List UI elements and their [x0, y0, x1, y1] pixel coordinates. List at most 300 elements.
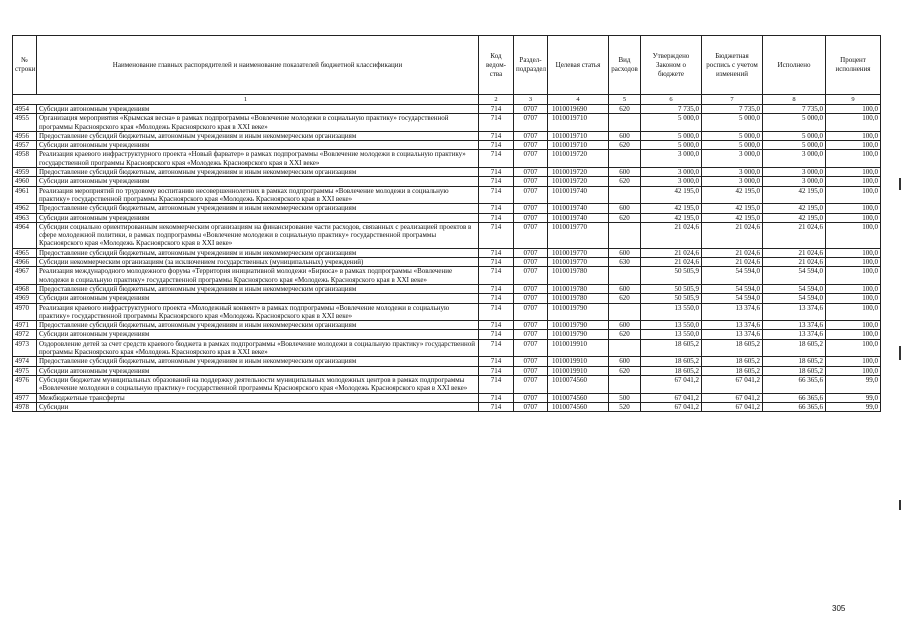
- percent-cell: 100,0: [826, 131, 881, 140]
- row-number-cell: 4957: [13, 141, 37, 150]
- schedule-amount-cell: 7 735,0: [702, 105, 763, 114]
- target-article-cell: 1010019780: [548, 294, 609, 303]
- section-cell: 0707: [514, 248, 548, 257]
- expense-kind-cell: 620: [609, 366, 641, 375]
- executed-amount-cell: 21 024,6: [763, 222, 826, 248]
- schedule-amount-cell: 42 195,0: [702, 204, 763, 213]
- indicator-name-cell: Субсидии автономным учреждениям: [37, 177, 479, 186]
- approved-amount-cell: 21 024,6: [641, 258, 702, 267]
- table-row: [13, 114, 881, 132]
- row-number-cell: 4960: [13, 177, 37, 186]
- schedule-amount-cell: 54 594,0: [702, 284, 763, 293]
- row-number-cell: 4976: [13, 375, 37, 393]
- schedule-amount-cell: 42 195,0: [702, 213, 763, 222]
- target-article-cell: 1010019910: [548, 366, 609, 375]
- indicator-name-cell: Субсидии некоммерческим организациям (за исключением государственных (муниципальных) учреждений): [37, 258, 479, 267]
- header-target-article: Целевая статья: [548, 36, 609, 95]
- section-cell: 0707: [514, 168, 548, 177]
- schedule-amount-cell: 3 000,0: [702, 150, 763, 168]
- table-row: [13, 366, 881, 375]
- department-code-cell: 714: [479, 267, 514, 285]
- schedule-amount-cell: 67 041,2: [702, 402, 763, 411]
- row-number-cell: 4977: [13, 393, 37, 402]
- header-executed: Исполнено: [763, 36, 826, 95]
- expense-kind-cell: [609, 375, 641, 393]
- indicator-name-cell: Субсидии автономным учреждениям: [37, 330, 479, 339]
- department-code-cell: 714: [479, 150, 514, 168]
- expense-kind-cell: 600: [609, 321, 641, 330]
- approved-amount-cell: 3 000,0: [641, 150, 702, 168]
- section-cell: 0707: [514, 105, 548, 114]
- table-row: [13, 204, 881, 213]
- schedule-amount-cell: 13 374,6: [702, 321, 763, 330]
- column-number: 4: [548, 95, 609, 105]
- schedule-amount-cell: 18 605,2: [702, 366, 763, 375]
- row-number-cell: 4973: [13, 339, 37, 357]
- schedule-amount-cell: 67 041,2: [702, 393, 763, 402]
- target-article-cell: 1010074560: [548, 402, 609, 411]
- department-code-cell: 714: [479, 131, 514, 140]
- header-name: Наименование главных распорядителей и наименование показателей бюджетной классификации: [37, 36, 479, 95]
- indicator-name-cell: Субсидии бюджетам муниципальных образований на поддержку деятельности муниципальных молодежных центров в рамках подпрограммы «Вовлечение молодежи в социальную практику» государственной программы Красноярского края «Молодежь Красноярского края в XXI веке»: [37, 375, 479, 393]
- indicator-name-cell: Субсидии автономным учреждениям: [37, 213, 479, 222]
- row-number-cell: 4975: [13, 366, 37, 375]
- indicator-name-cell: Предоставление субсидий бюджетным, автономным учреждениям и иным некоммерческим организациям: [37, 284, 479, 293]
- percent-cell: 100,0: [826, 248, 881, 257]
- target-article-cell: 1010019910: [548, 357, 609, 366]
- department-code-cell: 714: [479, 213, 514, 222]
- department-code-cell: 714: [479, 393, 514, 402]
- expense-kind-cell: 620: [609, 213, 641, 222]
- indicator-name-cell: Предоставление субсидий бюджетным, автономным учреждениям и иным некоммерческим организациям: [37, 131, 479, 140]
- target-article-cell: 1010019780: [548, 284, 609, 293]
- expense-kind-cell: 600: [609, 204, 641, 213]
- executed-amount-cell: 3 000,0: [763, 150, 826, 168]
- table-row: [13, 168, 881, 177]
- department-code-cell: 714: [479, 339, 514, 357]
- schedule-amount-cell: 3 000,0: [702, 168, 763, 177]
- page-number: 305: [832, 604, 846, 613]
- expense-kind-cell: [609, 339, 641, 357]
- column-number: 7: [702, 95, 763, 105]
- executed-amount-cell: 18 605,2: [763, 366, 826, 375]
- percent-cell: 100,0: [826, 222, 881, 248]
- executed-amount-cell: 66 365,6: [763, 393, 826, 402]
- section-cell: 0707: [514, 222, 548, 248]
- row-number-cell: 4968: [13, 284, 37, 293]
- row-number-cell: 4962: [13, 204, 37, 213]
- percent-cell: 100,0: [826, 141, 881, 150]
- approved-amount-cell: 42 195,0: [641, 204, 702, 213]
- expense-kind-cell: 620: [609, 177, 641, 186]
- executed-amount-cell: 5 000,0: [763, 131, 826, 140]
- executed-amount-cell: 5 000,0: [763, 141, 826, 150]
- indicator-name-cell: Предоставление субсидий бюджетным, автономным учреждениям и иным некоммерческим организациям: [37, 321, 479, 330]
- column-number: 6: [641, 95, 702, 105]
- approved-amount-cell: 5 000,0: [641, 131, 702, 140]
- section-cell: 0707: [514, 321, 548, 330]
- indicator-name-cell: Субсидии автономным учреждениям: [37, 366, 479, 375]
- header-row: [13, 36, 881, 95]
- percent-cell: 100,0: [826, 204, 881, 213]
- indicator-name-cell: Предоставление субсидий бюджетным, автономным учреждениям и иным некоммерческим организациям: [37, 248, 479, 257]
- expense-kind-cell: [609, 114, 641, 132]
- department-code-cell: 714: [479, 330, 514, 339]
- header-percent: Процент исполнения: [826, 36, 881, 95]
- section-cell: 0707: [514, 141, 548, 150]
- row-number-cell: 4955: [13, 114, 37, 132]
- row-number-cell: 4972: [13, 330, 37, 339]
- percent-cell: 100,0: [826, 105, 881, 114]
- expense-kind-cell: [609, 186, 641, 204]
- row-number-cell: 4954: [13, 105, 37, 114]
- department-code-cell: 714: [479, 105, 514, 114]
- expense-kind-cell: [609, 222, 641, 248]
- schedule-amount-cell: 5 000,0: [702, 131, 763, 140]
- executed-amount-cell: 21 024,6: [763, 248, 826, 257]
- department-code-cell: 714: [479, 114, 514, 132]
- table-row: [13, 357, 881, 366]
- executed-amount-cell: 54 594,0: [763, 267, 826, 285]
- target-article-cell: 1010019690: [548, 105, 609, 114]
- section-cell: 0707: [514, 294, 548, 303]
- row-number-cell: 4970: [13, 303, 37, 321]
- target-article-cell: 1010019740: [548, 213, 609, 222]
- expense-kind-cell: 600: [609, 168, 641, 177]
- row-number-cell: 4969: [13, 294, 37, 303]
- section-cell: 0707: [514, 150, 548, 168]
- schedule-amount-cell: 54 594,0: [702, 294, 763, 303]
- section-cell: 0707: [514, 186, 548, 204]
- percent-cell: 100,0: [826, 258, 881, 267]
- department-code-cell: 714: [479, 321, 514, 330]
- approved-amount-cell: 13 550,0: [641, 321, 702, 330]
- expense-kind-cell: [609, 267, 641, 285]
- executed-amount-cell: 66 365,6: [763, 402, 826, 411]
- table-row: [13, 294, 881, 303]
- table-row: [13, 393, 881, 402]
- percent-cell: 100,0: [826, 357, 881, 366]
- column-number-row: [13, 95, 881, 105]
- executed-amount-cell: 13 374,6: [763, 330, 826, 339]
- target-article-cell: 1010019790: [548, 330, 609, 339]
- executed-amount-cell: 66 365,6: [763, 375, 826, 393]
- schedule-amount-cell: 21 024,6: [702, 248, 763, 257]
- expense-kind-cell: [609, 150, 641, 168]
- table-row: [13, 248, 881, 257]
- executed-amount-cell: 18 605,2: [763, 357, 826, 366]
- table-row: [13, 339, 881, 357]
- schedule-amount-cell: 18 605,2: [702, 339, 763, 357]
- target-article-cell: 1010019770: [548, 248, 609, 257]
- percent-cell: 100,0: [826, 321, 881, 330]
- approved-amount-cell: 67 041,2: [641, 402, 702, 411]
- section-cell: 0707: [514, 330, 548, 339]
- percent-cell: 100,0: [826, 150, 881, 168]
- row-number-cell: 4963: [13, 213, 37, 222]
- column-number: 8: [763, 95, 826, 105]
- table-row: [13, 213, 881, 222]
- approved-amount-cell: 5 000,0: [641, 114, 702, 132]
- percent-cell: 100,0: [826, 177, 881, 186]
- department-code-cell: 714: [479, 177, 514, 186]
- target-article-cell: 1010074560: [548, 393, 609, 402]
- approved-amount-cell: 5 000,0: [641, 141, 702, 150]
- percent-cell: 100,0: [826, 168, 881, 177]
- percent-cell: 99,0: [826, 393, 881, 402]
- executed-amount-cell: 54 594,0: [763, 284, 826, 293]
- percent-cell: 99,0: [826, 402, 881, 411]
- row-number-cell: 4959: [13, 168, 37, 177]
- percent-cell: 100,0: [826, 284, 881, 293]
- approved-amount-cell: 13 550,0: [641, 330, 702, 339]
- expense-kind-cell: 620: [609, 141, 641, 150]
- section-cell: 0707: [514, 267, 548, 285]
- target-article-cell: 1010019710: [548, 131, 609, 140]
- target-article-cell: 1010019790: [548, 303, 609, 321]
- executed-amount-cell: 3 000,0: [763, 168, 826, 177]
- approved-amount-cell: 21 024,6: [641, 248, 702, 257]
- expense-kind-cell: 500: [609, 393, 641, 402]
- indicator-name-cell: Реализация краевого инфраструктурного проекта «Молодежный конвент» в рамках подпрограммы «Вовлечение молодежи в социальную практику» государственной программы Красноярского края «Молодежь Красноярского края в XXI веке»: [37, 303, 479, 321]
- executed-amount-cell: 42 195,0: [763, 213, 826, 222]
- schedule-amount-cell: 54 594,0: [702, 267, 763, 285]
- approved-amount-cell: 18 605,2: [641, 339, 702, 357]
- header-department-code: Код ведом-ства: [479, 36, 514, 95]
- section-cell: 0707: [514, 177, 548, 186]
- percent-cell: 100,0: [826, 366, 881, 375]
- row-number-cell: 4966: [13, 258, 37, 267]
- percent-cell: 100,0: [826, 114, 881, 132]
- approved-amount-cell: 67 041,2: [641, 393, 702, 402]
- executed-amount-cell: 18 605,2: [763, 339, 826, 357]
- department-code-cell: 714: [479, 186, 514, 204]
- target-article-cell: 1010019710: [548, 114, 609, 132]
- indicator-name-cell: Субсидии: [37, 402, 479, 411]
- percent-cell: 100,0: [826, 294, 881, 303]
- executed-amount-cell: 54 594,0: [763, 294, 826, 303]
- department-code-cell: 714: [479, 222, 514, 248]
- indicator-name-cell: Субсидии автономным учреждениям: [37, 294, 479, 303]
- indicator-name-cell: Организация мероприятия «Крымская весна» в рамках подпрограммы «Вовлечение молодежи в социальную практику» государственной программы Красноярского края «Молодежь Красноярского края в XXI веке»: [37, 114, 479, 132]
- approved-amount-cell: 13 550,0: [641, 303, 702, 321]
- column-number: 1: [13, 95, 479, 105]
- table-row: [13, 150, 881, 168]
- budget-execution-table-container: [12, 35, 881, 412]
- target-article-cell: 1010074560: [548, 375, 609, 393]
- approved-amount-cell: 18 605,2: [641, 366, 702, 375]
- approved-amount-cell: 21 024,6: [641, 222, 702, 248]
- section-cell: 0707: [514, 204, 548, 213]
- expense-kind-cell: 630: [609, 258, 641, 267]
- section-cell: 0707: [514, 213, 548, 222]
- indicator-name-cell: Реализация международного молодежного форума «Территория инициативной молодежи «Бирюса» в рамках подпрограммы «Вовлечение молодежи в социальную практику» государственной программы Красноярского края «Молодежь Красноярского края в XXI веке»: [37, 267, 479, 285]
- executed-amount-cell: 13 374,6: [763, 321, 826, 330]
- target-article-cell: 1010019780: [548, 267, 609, 285]
- section-cell: 0707: [514, 284, 548, 293]
- executed-amount-cell: 5 000,0: [763, 114, 826, 132]
- table-row: [13, 321, 881, 330]
- approved-amount-cell: 50 505,9: [641, 284, 702, 293]
- target-article-cell: 1010019790: [548, 321, 609, 330]
- department-code-cell: 714: [479, 357, 514, 366]
- executed-amount-cell: 42 195,0: [763, 186, 826, 204]
- table-row: [13, 284, 881, 293]
- target-article-cell: 1010019770: [548, 222, 609, 248]
- expense-kind-cell: [609, 303, 641, 321]
- executed-amount-cell: 21 024,6: [763, 258, 826, 267]
- percent-cell: 100,0: [826, 339, 881, 357]
- expense-kind-cell: 600: [609, 248, 641, 257]
- scan-edge-mark: [899, 500, 901, 510]
- row-number-cell: 4974: [13, 357, 37, 366]
- indicator-name-cell: Предоставление субсидий бюджетным, автономным учреждениям и иным некоммерческим организациям: [37, 204, 479, 213]
- target-article-cell: 1010019770: [548, 258, 609, 267]
- section-cell: 0707: [514, 303, 548, 321]
- department-code-cell: 714: [479, 402, 514, 411]
- indicator-name-cell: Предоставление субсидий бюджетным, автономным учреждениям и иным некоммерческим организациям: [37, 357, 479, 366]
- executed-amount-cell: 42 195,0: [763, 204, 826, 213]
- indicator-name-cell: Оздоровление детей за счет средств краевого бюджета в рамках подпрограммы «Вовлечение молодежи в социальную практику» государственной программы Красноярского края «Молодежь Красноярского края в XXI веке»: [37, 339, 479, 357]
- target-article-cell: 1010019720: [548, 177, 609, 186]
- header-row-number: № строки: [13, 36, 37, 95]
- department-code-cell: 714: [479, 294, 514, 303]
- schedule-amount-cell: 13 374,6: [702, 330, 763, 339]
- expense-kind-cell: 620: [609, 330, 641, 339]
- expense-kind-cell: 520: [609, 402, 641, 411]
- table-row: [13, 186, 881, 204]
- approved-amount-cell: 42 195,0: [641, 186, 702, 204]
- indicator-name-cell: Предоставление субсидий бюджетным, автономным учреждениям и иным некоммерческим организациям: [37, 168, 479, 177]
- table-row: [13, 141, 881, 150]
- approved-amount-cell: 18 605,2: [641, 357, 702, 366]
- header-budget-schedule: Бюджетная роспись с учетом изменений: [702, 36, 763, 95]
- schedule-amount-cell: 18 605,2: [702, 357, 763, 366]
- section-cell: 0707: [514, 258, 548, 267]
- department-code-cell: 714: [479, 168, 514, 177]
- approved-amount-cell: 7 735,0: [641, 105, 702, 114]
- section-cell: 0707: [514, 366, 548, 375]
- budget-execution-table: [12, 35, 881, 412]
- expense-kind-cell: 600: [609, 284, 641, 293]
- percent-cell: 99,0: [826, 375, 881, 393]
- section-cell: 0707: [514, 357, 548, 366]
- table-row: [13, 402, 881, 411]
- table-row: [13, 105, 881, 114]
- percent-cell: 100,0: [826, 330, 881, 339]
- schedule-amount-cell: 5 000,0: [702, 141, 763, 150]
- approved-amount-cell: 3 000,0: [641, 168, 702, 177]
- indicator-name-cell: Субсидии автономным учреждениям: [37, 141, 479, 150]
- approved-amount-cell: 67 041,2: [641, 375, 702, 393]
- schedule-amount-cell: 21 024,6: [702, 222, 763, 248]
- indicator-name-cell: Межбюджетные трансферты: [37, 393, 479, 402]
- percent-cell: 100,0: [826, 186, 881, 204]
- row-number-cell: 4967: [13, 267, 37, 285]
- department-code-cell: 714: [479, 375, 514, 393]
- approved-amount-cell: 50 505,9: [641, 294, 702, 303]
- indicator-name-cell: Реализация мероприятий по трудовому воспитанию несовершеннолетних в рамках подпрограммы «Вовлечение молодежи в социальную практику» государственной программы Красноярского края «Молодежь Красноярского края в XXI веке»: [37, 186, 479, 204]
- table-row: [13, 375, 881, 393]
- table-row: [13, 267, 881, 285]
- column-number: 2: [479, 95, 514, 105]
- indicator-name-cell: Субсидии социально ориентированным некоммерческим организациям на финансирование части расходов, связанных с реализацией проектов в сфере молодежной политики, в рамках подпрограммы «Вовлечение молодежи в социальную практику» государственной программы Красноярского края «Молодежь Красноярского края в XXI веке»: [37, 222, 479, 248]
- table-row: [13, 131, 881, 140]
- column-number: 5: [609, 95, 641, 105]
- approved-amount-cell: 3 000,0: [641, 177, 702, 186]
- row-number-cell: 4956: [13, 131, 37, 140]
- expense-kind-cell: 620: [609, 105, 641, 114]
- department-code-cell: 714: [479, 258, 514, 267]
- table-row: [13, 222, 881, 248]
- schedule-amount-cell: 42 195,0: [702, 186, 763, 204]
- row-number-cell: 4971: [13, 321, 37, 330]
- executed-amount-cell: 3 000,0: [763, 177, 826, 186]
- approved-amount-cell: 42 195,0: [641, 213, 702, 222]
- table-body: [13, 105, 881, 412]
- column-number: 3: [514, 95, 548, 105]
- header-section: Раздел-подраздел: [514, 36, 548, 95]
- target-article-cell: 1010019720: [548, 150, 609, 168]
- department-code-cell: 714: [479, 204, 514, 213]
- expense-kind-cell: 600: [609, 357, 641, 366]
- header-expense-kind: Вид расходов: [609, 36, 641, 95]
- table-row: [13, 303, 881, 321]
- department-code-cell: 714: [479, 366, 514, 375]
- approved-amount-cell: 50 505,9: [641, 267, 702, 285]
- scan-edge-mark: [899, 346, 901, 360]
- department-code-cell: 714: [479, 303, 514, 321]
- percent-cell: 100,0: [826, 267, 881, 285]
- target-article-cell: 1010019740: [548, 204, 609, 213]
- target-article-cell: 1010019910: [548, 339, 609, 357]
- table-row: [13, 177, 881, 186]
- table-row: [13, 330, 881, 339]
- section-cell: 0707: [514, 131, 548, 140]
- target-article-cell: 1010019710: [548, 141, 609, 150]
- section-cell: 0707: [514, 402, 548, 411]
- target-article-cell: 1010019740: [548, 186, 609, 204]
- department-code-cell: 714: [479, 284, 514, 293]
- schedule-amount-cell: 3 000,0: [702, 177, 763, 186]
- row-number-cell: 4964: [13, 222, 37, 248]
- department-code-cell: 714: [479, 141, 514, 150]
- section-cell: 0707: [514, 393, 548, 402]
- schedule-amount-cell: 13 374,6: [702, 303, 763, 321]
- indicator-name-cell: Реализация краевого инфраструктурного проекта «Новый фарватер» в рамках подпрограммы «Вовлечение молодежи в социальную практику» государственной программы Красноярского края «Молодежь Красноярского края в XXI веке»: [37, 150, 479, 168]
- department-code-cell: 714: [479, 248, 514, 257]
- percent-cell: 100,0: [826, 213, 881, 222]
- column-number: 9: [826, 95, 881, 105]
- indicator-name-cell: Субсидии автономным учреждениям: [37, 105, 479, 114]
- expense-kind-cell: 620: [609, 294, 641, 303]
- schedule-amount-cell: 5 000,0: [702, 114, 763, 132]
- table-row: [13, 258, 881, 267]
- row-number-cell: 4958: [13, 150, 37, 168]
- expense-kind-cell: 600: [609, 131, 641, 140]
- row-number-cell: 4965: [13, 248, 37, 257]
- target-article-cell: 1010019720: [548, 168, 609, 177]
- row-number-cell: 4961: [13, 186, 37, 204]
- schedule-amount-cell: 67 041,2: [702, 375, 763, 393]
- percent-cell: 100,0: [826, 303, 881, 321]
- executed-amount-cell: 7 735,0: [763, 105, 826, 114]
- scan-edge-mark: [899, 178, 901, 190]
- section-cell: 0707: [514, 375, 548, 393]
- section-cell: 0707: [514, 114, 548, 132]
- executed-amount-cell: 13 374,6: [763, 303, 826, 321]
- schedule-amount-cell: 21 024,6: [702, 258, 763, 267]
